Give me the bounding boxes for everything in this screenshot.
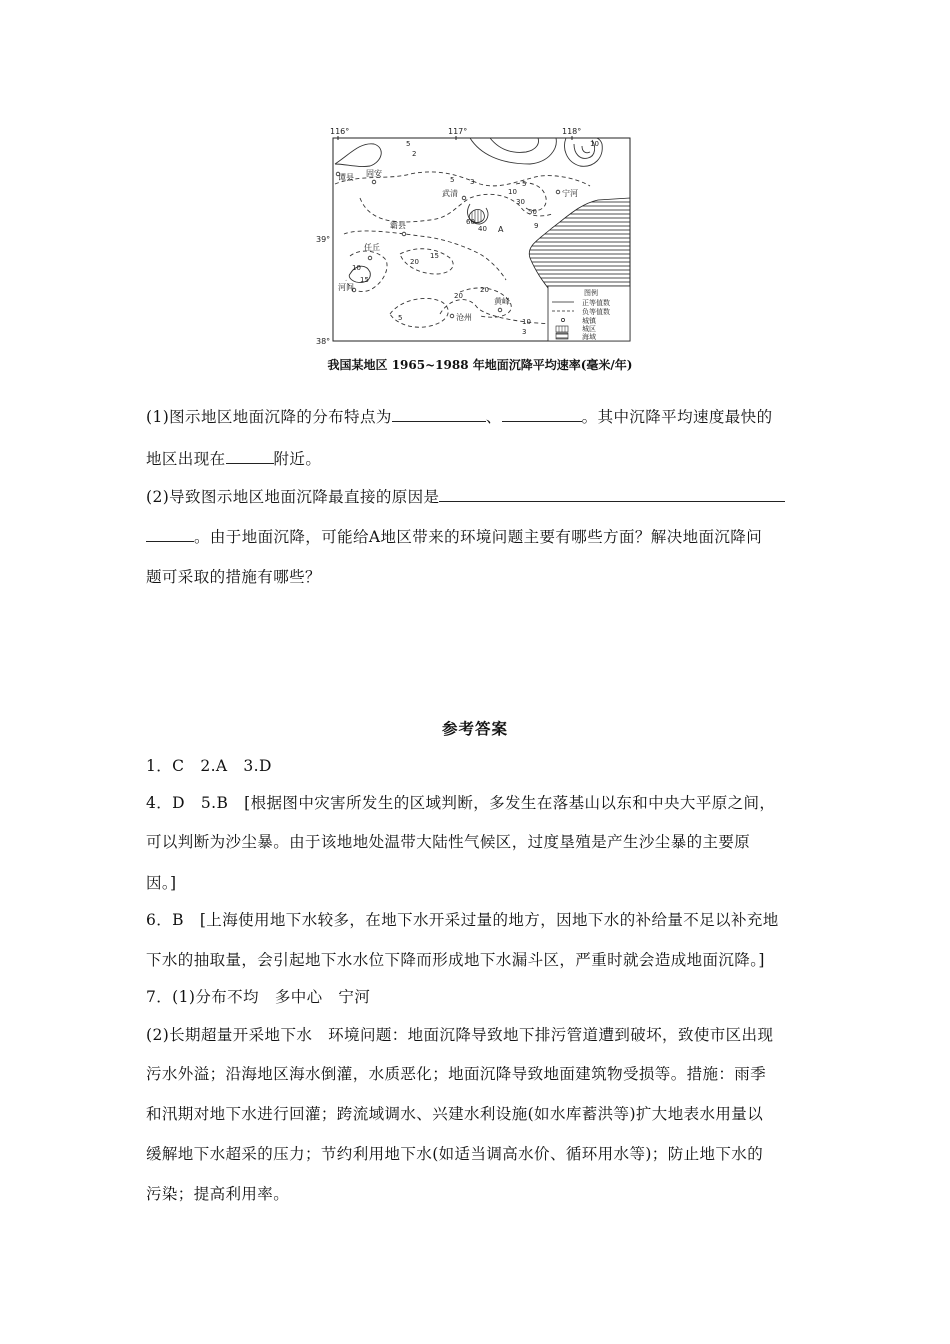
legend-item: 正等值数 xyxy=(582,299,610,307)
answer-blank[interactable] xyxy=(226,448,274,464)
answer-blank[interactable] xyxy=(146,526,194,542)
place-label: A xyxy=(498,225,504,234)
map-svg xyxy=(316,124,635,354)
answer-line: 污染；提高利用率。 xyxy=(146,1185,290,1203)
answer-line: 因。] xyxy=(146,874,177,892)
contour-value: 2 xyxy=(412,150,417,158)
q1-text-d: 附近。 xyxy=(273,450,322,468)
contour-value: 3 xyxy=(470,178,475,186)
answer-line: 1．C 2.A 3.D xyxy=(146,757,272,775)
subsidence-map xyxy=(316,124,635,354)
question-2-line-2 xyxy=(146,525,762,547)
answer-line: 可以判断为沙尘暴。由于该地地处温带大陆性气候区，过度垦殖是产生沙尘暴的主要原 xyxy=(146,833,751,851)
q1-text-a: (1)图示地区地面沉降的分布特点为 xyxy=(146,408,392,426)
figure-caption: 我国某地区 1965~1988 年地面沉降平均速率(毫米/年) xyxy=(327,358,633,372)
contour-value: 5 xyxy=(406,140,411,148)
contour-value: 60 xyxy=(466,218,475,226)
answer-line: 7．(1)分布不均 多中心 宁河 xyxy=(146,988,371,1006)
answer-line: 下水的抽取量，会引起地下水水位下降而形成地下水漏斗区，严重时就会造成地面沉降。] xyxy=(146,951,765,969)
place-label: 黄峰 xyxy=(494,297,510,306)
answers-title: 参考答案 xyxy=(441,719,508,738)
answer-line: (2)长期超量开采地下水 环境问题：地面沉降导致地下排污管道遭到破坏，致使市区出现 xyxy=(146,1026,774,1044)
place-label: 霸县 xyxy=(390,221,406,230)
contour-value: 9 xyxy=(534,222,539,230)
answer-blank[interactable] xyxy=(502,406,582,422)
question-1-line-2 xyxy=(146,447,321,469)
contour-value: 3 xyxy=(522,328,527,336)
place-label: 沧州 xyxy=(456,313,472,322)
place-label: 谭县 xyxy=(338,173,354,182)
lon-117: 117° xyxy=(448,127,468,136)
contour-value: 10 xyxy=(508,188,517,196)
q2-text-a: (2)导致图示地区地面沉降最直接的原因是 xyxy=(146,488,440,506)
answer-line: 缓解地下水超采的压力；节约利用地下水(如适当调高水价、循环用水等)；防止地下水的 xyxy=(146,1145,764,1163)
contour-value: 20 xyxy=(454,292,463,300)
place-label: 武清 xyxy=(442,189,458,198)
contour-value: 5 xyxy=(522,180,527,188)
contour-value: 50 xyxy=(528,208,537,216)
contour-value: 15 xyxy=(430,252,439,260)
answer-blank[interactable] xyxy=(392,406,486,422)
question-2-line-1 xyxy=(146,485,785,507)
q1-text-b: 。其中沉降平均速度最快的 xyxy=(581,408,773,426)
contour-value: 5 xyxy=(398,314,403,322)
answer-line: 污水外溢；沿海地区海水倒灌，水质恶化；地面沉降导致地面建筑物受损等。措施：雨季 xyxy=(146,1065,767,1083)
place-label: 宁河 xyxy=(562,189,578,198)
answer-line: 6．B [上海使用地下水较多，在地下水开采过量的地方，因地下水的补给量不足以补充地 xyxy=(146,911,779,929)
place-label: 固安 xyxy=(366,169,382,178)
contour-value: 20 xyxy=(410,258,419,266)
q1-text-c: 地区出现在 xyxy=(146,450,226,468)
lat-38: 38° xyxy=(316,337,331,346)
answer-line: 4．D 5.B [根据图中灾害所发生的区域判断，多发生在落基山以东和中央大平原之间， xyxy=(146,794,776,812)
contour-value: 10 xyxy=(522,318,531,326)
q1-separator: 、 xyxy=(485,408,502,426)
answer-line: 和汛期对地下水进行回灌；跨流域调水、兴建水利设施(如水库蓄洪等)扩大地表水用量以 xyxy=(146,1105,764,1123)
place-label: 河间 xyxy=(338,283,354,292)
map-legend xyxy=(548,286,630,341)
question-2-line-3: 题可采取的措施有哪些？ xyxy=(146,568,321,586)
lat-39: 39° xyxy=(316,235,331,244)
legend-item: 负等值数 xyxy=(582,308,610,316)
contour-value: 5 xyxy=(450,176,455,184)
contour-value: 10 xyxy=(352,264,361,272)
contour-value: 10 xyxy=(590,140,599,148)
legend-item: 城区 xyxy=(582,325,596,333)
legend-item: 城镇 xyxy=(582,317,596,325)
place-label: 任丘 xyxy=(364,243,380,252)
legend-title: 图例 xyxy=(584,289,598,297)
question-1-line-1 xyxy=(146,405,772,427)
contour-value: 30 xyxy=(516,198,525,206)
legend-item: 海域 xyxy=(582,333,596,341)
lon-118: 118° xyxy=(562,127,582,136)
contour-value: 15 xyxy=(360,276,369,284)
contour-value: 20 xyxy=(480,286,489,294)
q2-text-b: 。由于地面沉降，可能给A地区带来的环境问题主要有哪些方面？解决地面沉降问 xyxy=(194,528,763,546)
answer-blank[interactable] xyxy=(439,486,785,502)
lon-116: 116° xyxy=(330,127,350,136)
contour-value: 40 xyxy=(478,225,487,233)
